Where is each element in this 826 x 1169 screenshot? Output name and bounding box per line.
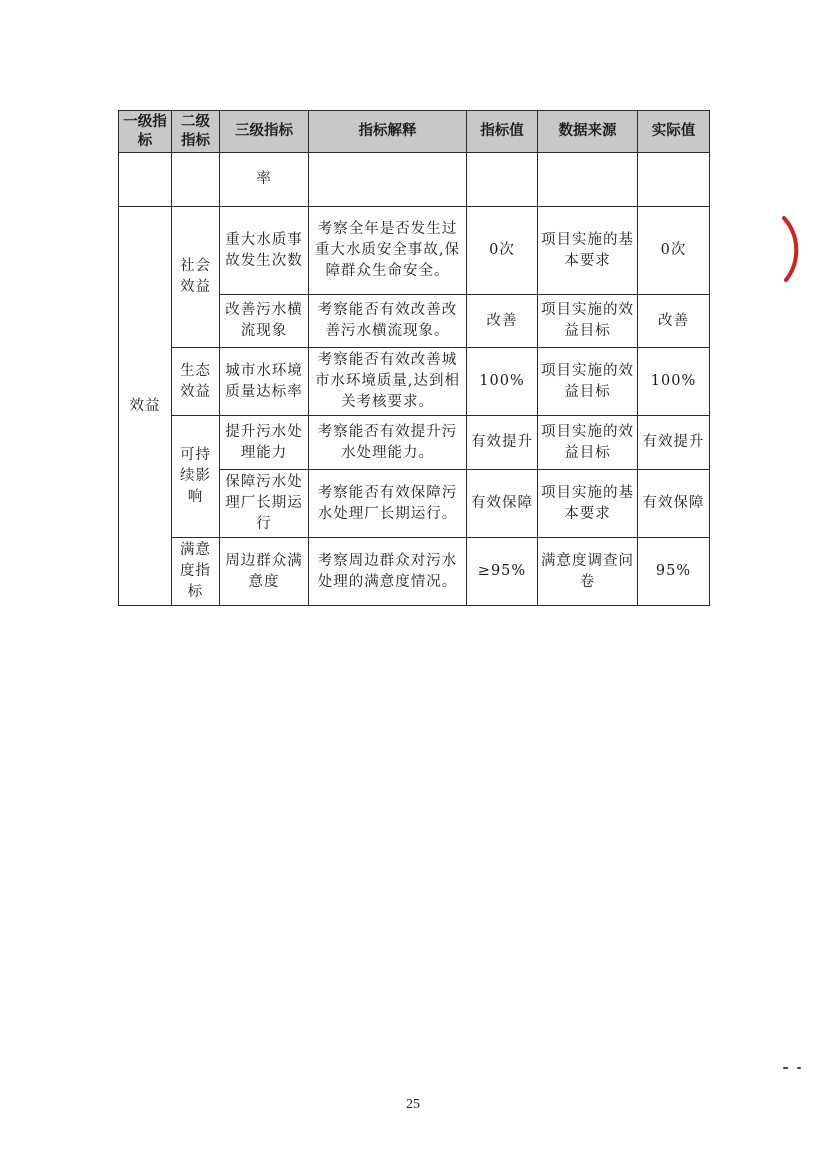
cell-level2: 满意度指标 bbox=[172, 538, 220, 606]
cell-level2: 社会效益 bbox=[172, 207, 220, 348]
cell-explanation: 考察周边群众对污水处理的满意度情况。 bbox=[309, 538, 467, 606]
header-actual-value: 实际值 bbox=[638, 111, 710, 153]
cell-level3: 城市水环境质量达标率 bbox=[220, 348, 309, 416]
cell-data-source: 项目实施的基本要求 bbox=[538, 207, 638, 295]
cell-target-value: 0次 bbox=[467, 207, 538, 295]
cell-empty bbox=[467, 153, 538, 207]
cell-actual-value: 改善 bbox=[638, 295, 710, 348]
page-number: 25 bbox=[406, 1097, 420, 1112]
performance-indicator-table bbox=[118, 110, 710, 606]
cell-empty bbox=[309, 153, 467, 207]
cell-target-value: 有效提升 bbox=[467, 416, 538, 470]
cell-actual-value: 有效提升 bbox=[638, 416, 710, 470]
cell-empty bbox=[638, 153, 710, 207]
header-level2: 二级指标 bbox=[172, 111, 220, 153]
table-row-continuation bbox=[119, 153, 710, 207]
table-row bbox=[119, 416, 710, 470]
table-row bbox=[119, 207, 710, 295]
cell-empty bbox=[538, 153, 638, 207]
table-row bbox=[119, 538, 710, 606]
cell-empty bbox=[119, 153, 172, 207]
header-explanation: 指标解释 bbox=[309, 111, 467, 153]
cell-level3: 周边群众满意度 bbox=[220, 538, 309, 606]
cell-explanation: 考察全年是否发生过重大水质安全事故,保障群众生命安全。 bbox=[309, 207, 467, 295]
cell-empty bbox=[172, 153, 220, 207]
cell-level2: 可持续影响 bbox=[172, 416, 220, 538]
header-target-value: 指标值 bbox=[467, 111, 538, 153]
table-row bbox=[119, 348, 710, 416]
header-level1: 一级指标 bbox=[119, 111, 172, 153]
cell-level3: 提升污水处理能力 bbox=[220, 416, 309, 470]
cell-explanation: 考察能否有效改善改善污水横流现象。 bbox=[309, 295, 467, 348]
cell-target-value: 有效保障 bbox=[467, 470, 538, 538]
header-level3: 三级指标 bbox=[220, 111, 309, 153]
cell-actual-value: 0次 bbox=[638, 207, 710, 295]
header-data-source: 数据来源 bbox=[538, 111, 638, 153]
cell-actual-value: 有效保障 bbox=[638, 470, 710, 538]
cell-data-source: 满意度调查问卷 bbox=[538, 538, 638, 606]
cell-data-source: 项目实施的效益目标 bbox=[538, 348, 638, 416]
scan-speck bbox=[783, 1067, 788, 1069]
cell-data-source: 项目实施的效益目标 bbox=[538, 416, 638, 470]
cell-target-value: 100% bbox=[467, 348, 538, 416]
scan-speck bbox=[797, 1067, 801, 1069]
table-header-row bbox=[119, 111, 710, 153]
cell-explanation: 考察能否有效提升污水处理能力。 bbox=[309, 416, 467, 470]
cell-level3: 保障污水处理厂长期运行 bbox=[220, 470, 309, 538]
cell-data-source: 项目实施的基本要求 bbox=[538, 470, 638, 538]
cell-target-value: ≥95% bbox=[467, 538, 538, 606]
cell-level3: 重大水质事故发生次数 bbox=[220, 207, 309, 295]
cell-actual-value: 100% bbox=[638, 348, 710, 416]
cell-explanation: 考察能否有效保障污水处理厂长期运行。 bbox=[309, 470, 467, 538]
cell-level3: 率 bbox=[220, 153, 309, 207]
cell-actual-value: 95% bbox=[638, 538, 710, 606]
cell-data-source: 项目实施的效益目标 bbox=[538, 295, 638, 348]
cell-level3: 改善污水横流现象 bbox=[220, 295, 309, 348]
cell-level1: 效益 bbox=[119, 207, 172, 606]
cell-level2: 生态效益 bbox=[172, 348, 220, 416]
cell-target-value: 改善 bbox=[467, 295, 538, 348]
cell-explanation: 考察能否有效改善城市水环境质量,达到相关考核要求。 bbox=[309, 348, 467, 416]
red-seal-edge-mark bbox=[770, 214, 810, 284]
